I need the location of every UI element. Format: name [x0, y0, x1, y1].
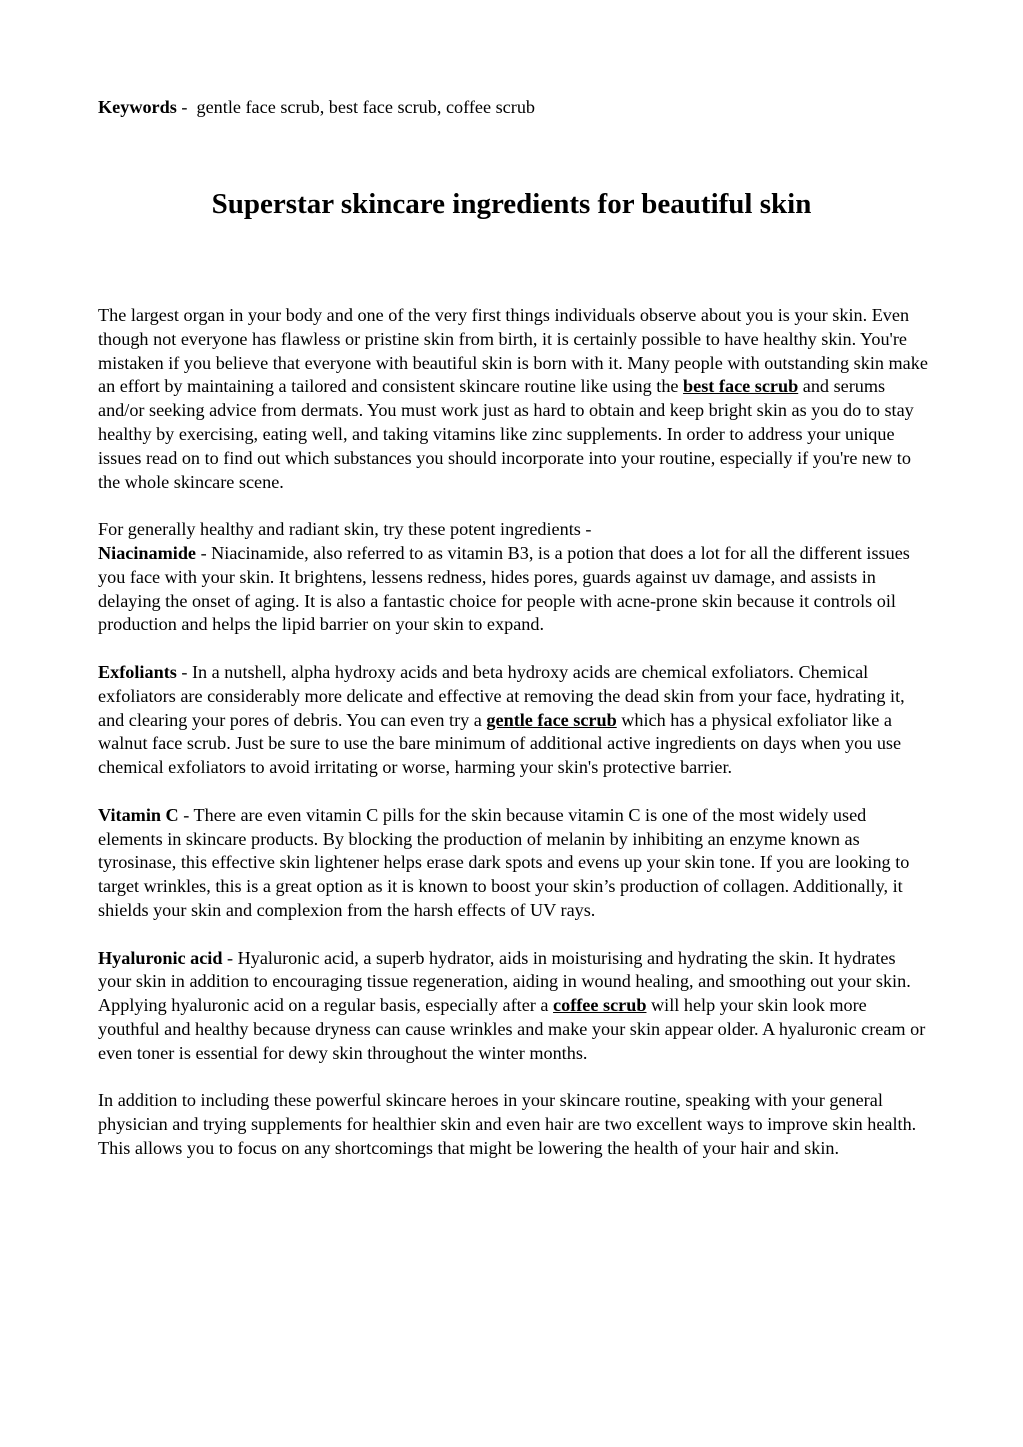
niacinamide-term: Niacinamide: [98, 542, 197, 563]
document-page: [98, 96, 928, 1158]
coffee-scrub-link[interactable]: coffee scrub: [553, 995, 647, 1016]
hyaluronic-paragraph: [98, 947, 928, 1066]
exfoliants-term: Exfoliants: [98, 661, 177, 682]
conclusion-paragraph: In addition to including these powerful skincare heroes in your skincare routine, speaking with your general physician and trying supplements for healthier skin and even hair are two excellent ways to improve skin health. This allows you to focus on any shortcomings that might be lowering the health of your hair and skin.: [98, 1090, 917, 1158]
intro-text-after: and serums and/or seeking advice from dermats. You must work just as hard to obtain and keep bright skin as you do to stay healthy by exercising, eating well, and taking vitamins like zinc supplements. In order to address your unique issues read on to find out which substances you should incorporate into your routine, especially if you're new to the whole skincare scene.: [98, 376, 914, 492]
exfoliants-text-before: - In a nutshell, alpha hydroxy acids and beta hydroxy acids are chemical exfoliators. Chemical exfoliators are considerably more delicate and effective at removing the dead skin from your face, hydrating it, and clearing your pores of debris. You can even try a: [98, 661, 905, 730]
gentle-face-scrub-link[interactable]: gentle face scrub: [486, 709, 617, 730]
intro-text-before: The largest organ in your body and one of the very first things individuals observe about you is your skin. Even though not everyone has flawless or pristine skin from birth, it is certainly possible to have healthy skin. You're mistaken if you believe that everyone with beautiful skin is born with it. Many people with outstanding skin make an effort by maintaining a tailored and consistent skincare routine like using the: [98, 305, 928, 397]
best-face-scrub-link[interactable]: best face scrub: [683, 376, 799, 397]
keywords-value: gentle face scrub, best face scrub, coffee scrub: [196, 97, 536, 117]
vitamin-c-text: - There are even vitamin C pills for the skin because vitamin C is one of the most widely used elements in skincare products. By blocking the production of melanin by inhibiting an enzyme known as tyrosinase, this effective skin lightener helps erase dark spots and evens up your skin tone. If you are looking to target wrinkles, this is a great option as it is known to boost your skin’s production of collagen. Additionally, it shields your skin and complexion from the harsh effects of UV rays.: [98, 804, 910, 920]
intro-paragraph: [98, 304, 928, 494]
lead-in-text: For generally healthy and radiant skin, try these potent ingredients -: [98, 519, 592, 540]
page-title: Superstar skincare ingredients for beautiful skin: [211, 188, 812, 220]
vitamin-c-term: Vitamin C: [98, 804, 179, 825]
exfoliants-text-after: which has a physical exfoliator like a walnut face scrub. Just be sure to use the bare minimum of additional active ingredients on days when you use chemical exfoliators to avoid irritating or worse, harming your skin's protective barrier.: [98, 709, 902, 778]
niacinamide-text: - Niacinamide, also referred to as vitamin B3, is a potion that does a lot for all the different issues you face with your skin. It brightens, lessens redness, hides pores, guards against uv damage, and assists in delaying the onset of aging. It is also a fantastic choice for people with acne-prone skin because it controls oil production and helps the lipid barrier on your skin to expand.: [98, 542, 910, 635]
article-body: [98, 304, 928, 1184]
vitamin-c-paragraph: [98, 804, 928, 923]
hyaluronic-text-before: - Hyaluronic acid, a superb hydrator, aids in moisturising and hydrating the skin. It hydrates your skin in addition to encouraging tissue regeneration, aiding in wound healing, and smoothing out your skin. Applying hyaluronic acid on a regular basis, especially after a: [98, 947, 911, 1016]
hyaluronic-text-after: will help your skin look more youthful and healthy because dryness can cause wrinkles and make your skin appear older. A hyaluronic cream or even toner is essential for dewy skin throughout the winter months.: [98, 995, 926, 1063]
keywords-separator: -: [176, 97, 197, 117]
exfoliants-paragraph: [98, 661, 928, 780]
niacinamide-paragraph: [98, 542, 928, 637]
keywords-line: [98, 96, 928, 120]
hyaluronic-term: Hyaluronic acid: [98, 947, 223, 968]
keywords-label: Keywords: [98, 97, 177, 117]
